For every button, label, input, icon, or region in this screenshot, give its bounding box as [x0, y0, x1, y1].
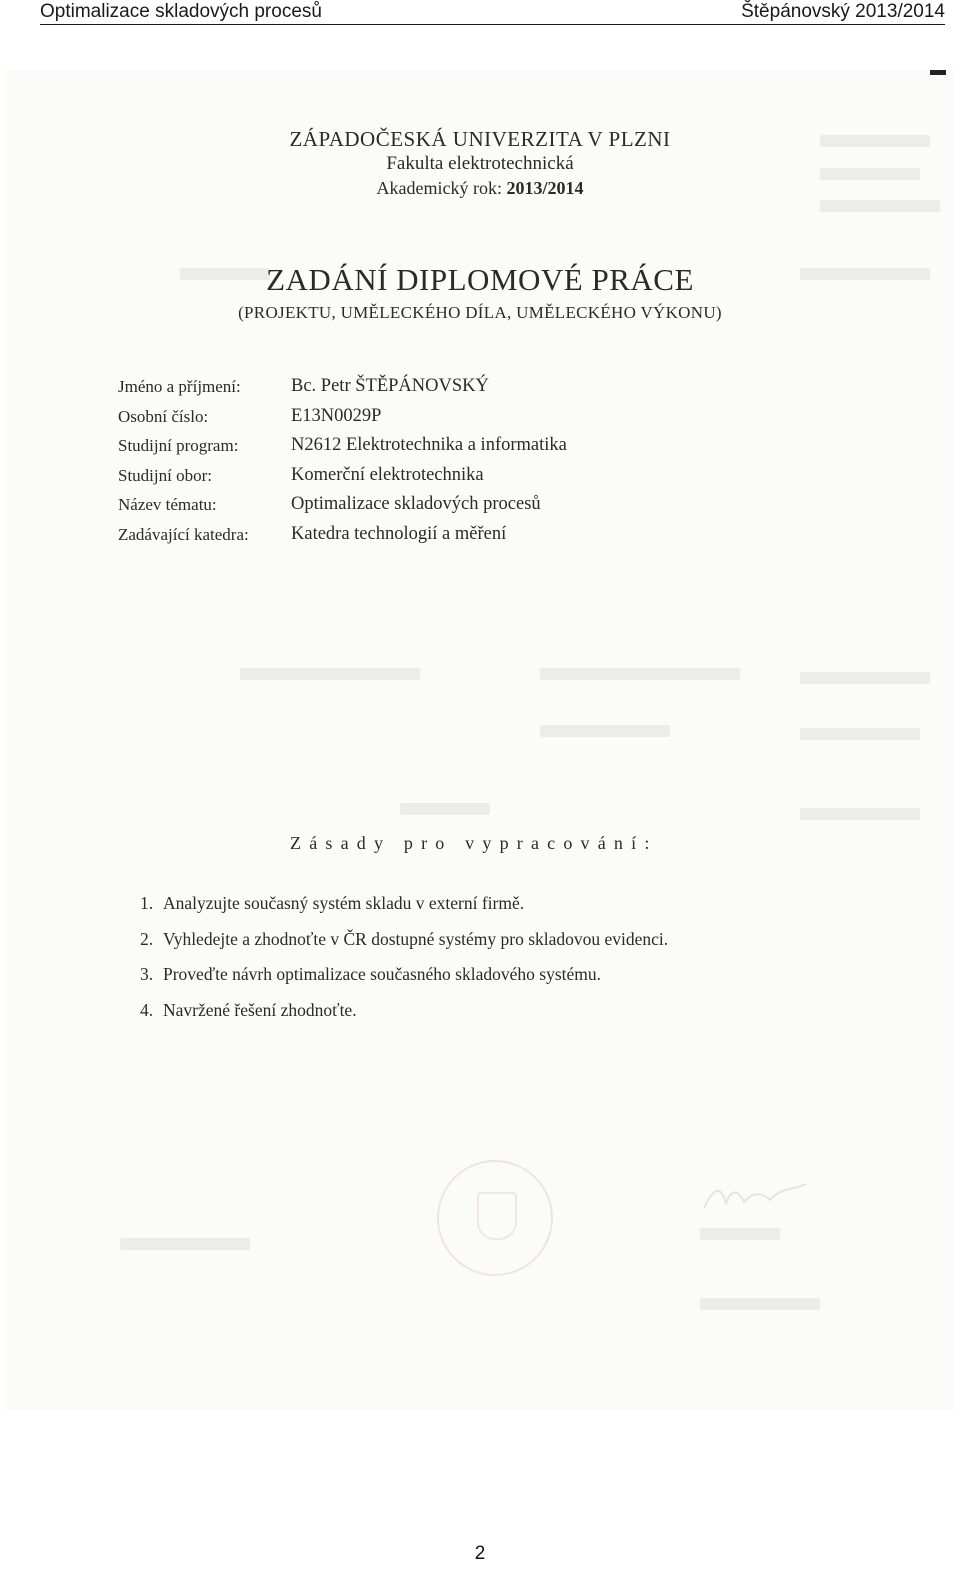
info-label: Studijní program: — [118, 436, 239, 455]
info-value: E13N0029P — [291, 405, 382, 426]
document-title: ZADÁNÍ DIPLOMOVÉ PRÁCE — [266, 262, 694, 297]
info-label: Studijní obor: — [118, 465, 212, 485]
info-label: Zadávající katedra: — [118, 524, 249, 544]
task-number: 1. — [140, 893, 154, 913]
task-text: Vyhledejte a zhodnoťte v ČR dostupné systémy pro skladovou evidenci. — [163, 928, 669, 949]
faculty-name: Fakulta elektrotechnická — [386, 153, 574, 174]
task-text: Analyzujte současný systém skladu v externí firmě. — [163, 893, 525, 913]
info-label: Jméno a příjmení: — [118, 377, 241, 396]
task-text: Proveďte návrh optimalizace současného skladového systému. — [163, 964, 602, 984]
info-value: Bc. Petr ŠTĚPÁNOVSKÝ — [291, 376, 489, 396]
info-label: Osobní číslo: — [118, 406, 209, 426]
academic-year-label: Akademický rok: — [376, 178, 502, 198]
info-label: Název tématu: — [118, 495, 217, 514]
header-author-year: Štěpánovský 2013/2014 — [741, 1, 945, 22]
scan-edge-mark — [930, 70, 946, 75]
page-number: 2 — [474, 1543, 486, 1564]
info-value: Optimalizace skladových procesů — [291, 494, 541, 514]
info-value: Katedra technologií a měření — [291, 523, 507, 544]
task-number: 3. — [140, 964, 154, 984]
running-header — [40, 0, 945, 25]
task-number: 4. — [140, 999, 154, 1020]
task-text: Navržené řešení zhodnoťte. — [163, 999, 357, 1020]
document-subtitle: (PROJEKTU, UMĚLECKÉHO DÍLA, UMĚLECKÉHO VÝKONU) — [238, 303, 722, 322]
principles-heading: Zásady pro vypracování: — [290, 833, 658, 853]
task-number: 2. — [140, 928, 154, 949]
header-document-title: Optimalizace skladových procesů — [40, 1, 322, 22]
info-value: Komerční elektrotechnika — [291, 464, 484, 485]
academic-year-value: 2013/2014 — [506, 178, 584, 198]
faded-seal-stamp — [437, 1160, 553, 1276]
academic-year — [0, 178, 960, 199]
info-value: N2612 Elektrotechnika a informatika — [291, 435, 567, 455]
university-name: ZÁPADOČESKÁ UNIVERZITA V PLZNI — [289, 127, 671, 151]
faded-signature — [700, 1178, 810, 1218]
